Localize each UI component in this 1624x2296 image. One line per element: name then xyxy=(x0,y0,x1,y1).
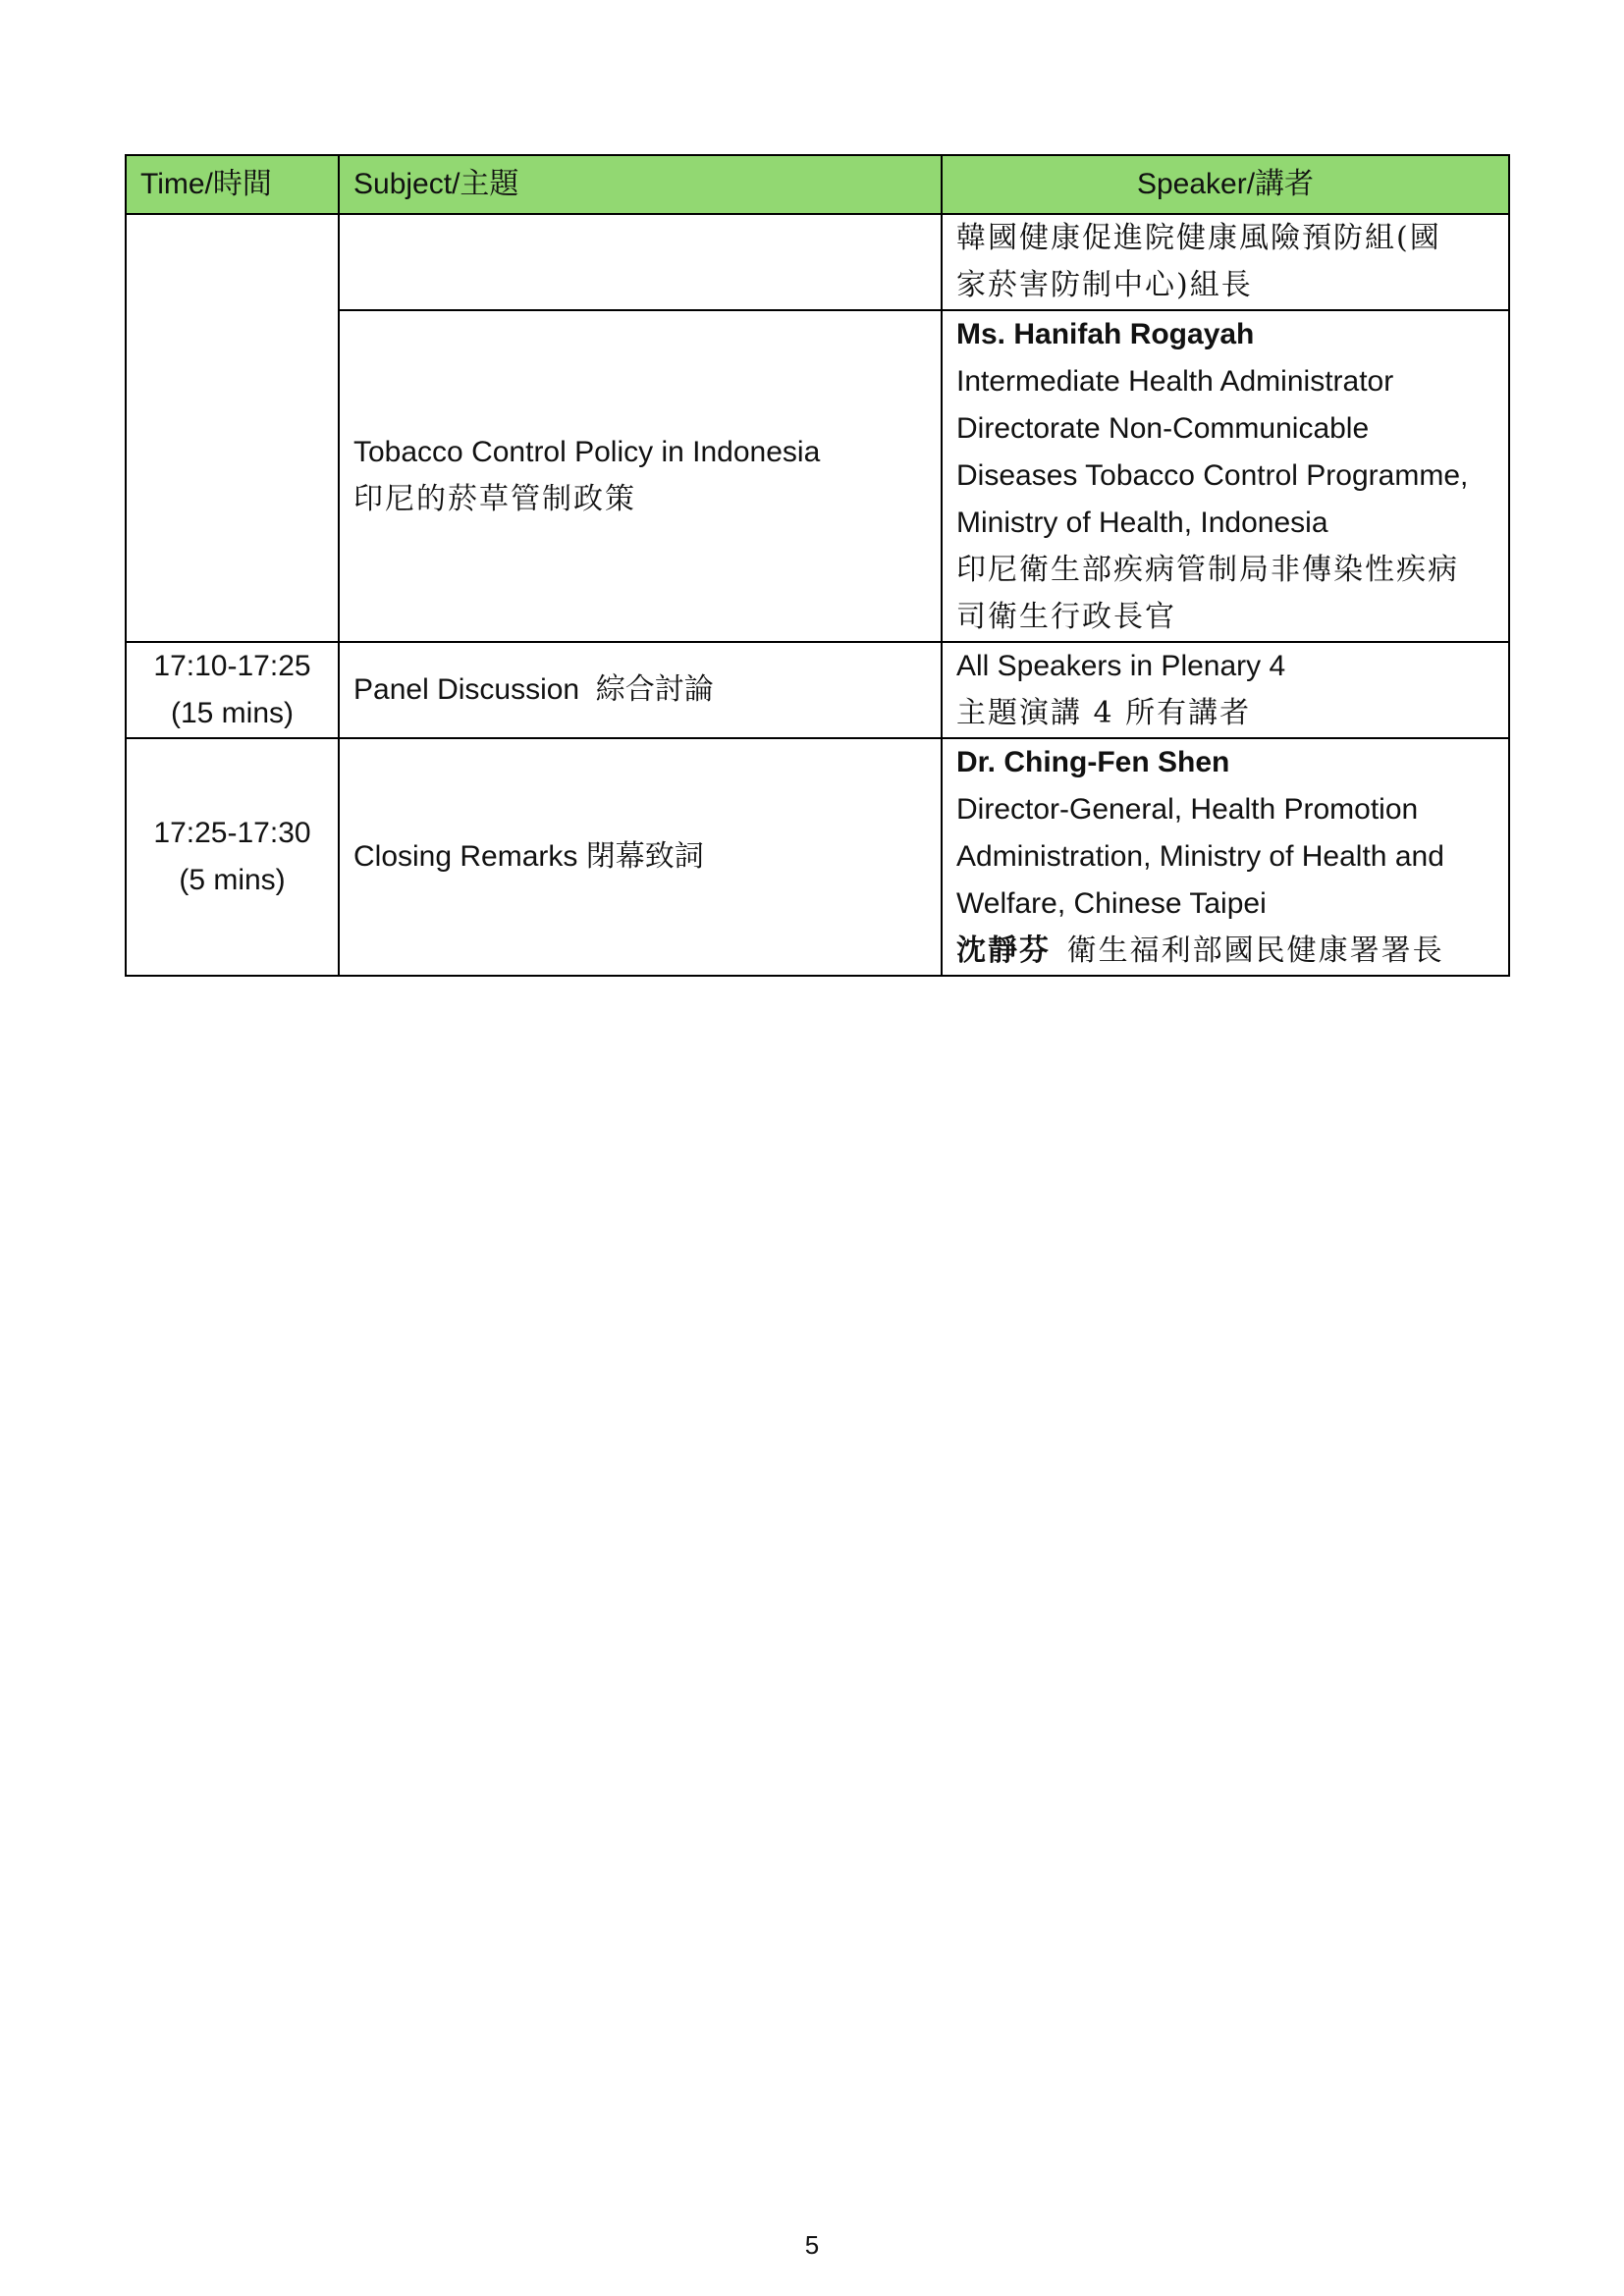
time-range: 17:10-17:25 xyxy=(153,650,311,682)
header-subject: Subject/主題 xyxy=(339,155,942,214)
subject-title-cn: 印尼的菸草管制政策 xyxy=(353,482,636,516)
speaker-line: 印尼衛生部疾病管制局非傳染性疾病 xyxy=(956,553,1459,587)
subject-cell xyxy=(339,310,942,642)
header-time: Time/時間 xyxy=(126,155,339,214)
header-speaker: Speaker/講者 xyxy=(942,155,1509,214)
speaker-line: All Speakers in Plenary 4 xyxy=(956,650,1286,682)
subject-cell xyxy=(339,642,942,738)
time-duration: (15 mins) xyxy=(170,697,295,729)
speaker-line: Intermediate Health Administrator xyxy=(956,365,1394,398)
speaker-name: Ms. Hanifah Rogayah xyxy=(956,318,1255,350)
speaker-line: Ministry of Health, Indonesia xyxy=(956,507,1328,539)
speaker-cell xyxy=(942,738,1509,976)
subject-cell xyxy=(339,738,942,976)
speaker-cell xyxy=(942,642,1509,738)
table-row xyxy=(126,214,1509,310)
subject-cell-empty xyxy=(339,214,942,310)
speaker-line: 韓國健康促進院健康風險預防組(國 xyxy=(956,221,1441,255)
time-duration: (5 mins) xyxy=(179,864,286,896)
speaker-line: 主題演講 4 所有講者 xyxy=(956,696,1252,730)
time-cell xyxy=(126,738,339,976)
speaker-line: 司衛生行政長官 xyxy=(956,600,1176,634)
table-row xyxy=(126,738,1509,976)
time-cell-empty xyxy=(126,214,339,642)
speaker-line: Administration, Ministry of Health and xyxy=(956,840,1444,873)
agenda-table xyxy=(125,154,1510,977)
speaker-cell xyxy=(942,310,1509,642)
speaker-line: Directorate Non-Communicable xyxy=(956,412,1370,445)
speaker-line: Welfare, Chinese Taipei xyxy=(956,887,1267,920)
speaker-cn-title: 衛生福利部國民健康署署長 xyxy=(1066,934,1444,968)
speaker-cn-name: 沈靜芬 xyxy=(956,934,1051,968)
subject-title: Tobacco Control Policy in Indonesia xyxy=(353,436,821,468)
speaker-cell xyxy=(942,214,1509,310)
table-row xyxy=(126,642,1509,738)
speaker-line: 家菸害防制中心)組長 xyxy=(956,268,1253,302)
subject-title: Panel Discussion 綜合討論 xyxy=(353,673,714,706)
time-range: 17:25-17:30 xyxy=(153,817,311,849)
speaker-name: Dr. Ching-Fen Shen xyxy=(956,746,1230,778)
speaker-line: Diseases Tobacco Control Programme, xyxy=(956,459,1469,492)
time-cell xyxy=(126,642,339,738)
page-number: 5 xyxy=(804,2230,820,2260)
speaker-cn-line xyxy=(956,928,1494,975)
table-header-row xyxy=(126,155,1509,214)
subject-title: Closing Remarks 閉幕致詞 xyxy=(353,840,704,873)
speaker-line: Director-General, Health Promotion xyxy=(956,793,1419,826)
